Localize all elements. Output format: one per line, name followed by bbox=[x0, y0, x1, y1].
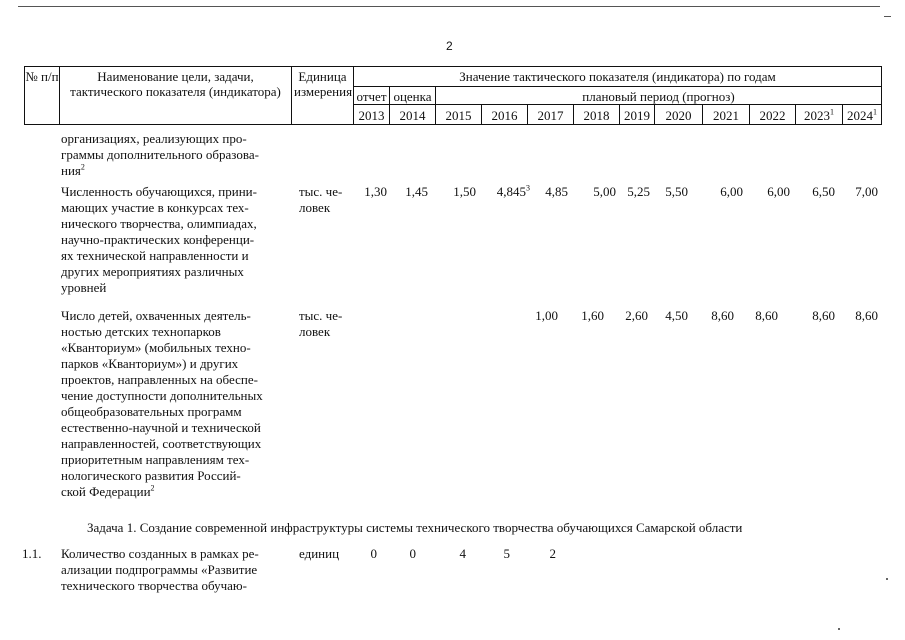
value-cell: 4,845$^3$ bbox=[496, 183, 530, 199]
value-cell: 4 bbox=[459, 546, 466, 561]
value-cell: 1,50 bbox=[453, 184, 476, 199]
margin-mark bbox=[884, 16, 891, 17]
header-year: 2018 bbox=[573, 104, 620, 125]
page-number: 2 bbox=[446, 39, 453, 53]
value-cell: 6,00 bbox=[767, 184, 790, 199]
row-kvantorium-name: Число детей, охваченных деятель- ностью детских технопарков «Кванториум» (мобильных техно- парков «Кванториум») и других проектов, направленных на обеспе- чение доступности дополнительных общеобразовательных программ естественно-научной и технической направленностей, соответствующих приоритетным направлениям тех- нологического развития Россий- ской Федерации$^2$ bbox=[61, 308, 263, 499]
value-cell: 8,60 bbox=[755, 308, 778, 323]
header-planned: плановый период (прогноз) bbox=[435, 86, 882, 105]
value-cell: 4,85 bbox=[545, 184, 568, 199]
header-year: 2023$^1$ bbox=[795, 104, 843, 125]
value-cell: 5,00 bbox=[593, 184, 616, 199]
row-participants-name: Численность обучающихся, прини- мающих участие в конкурсах тех- нического творчества, олимпиадах, научно-практических конференци- ях технической направленности и других мероприятиях различных уровней bbox=[61, 184, 257, 295]
value-cell: 2 bbox=[549, 546, 556, 561]
header-estimate: оценка bbox=[389, 86, 436, 105]
value-cell: 1,60 bbox=[581, 308, 604, 323]
header-year: 2019 bbox=[619, 104, 655, 125]
scan-speck bbox=[838, 628, 840, 630]
header-year: 2024$^1$ bbox=[842, 104, 882, 125]
header-name: Наименование цели, задачи, тактического показателя (индикатора) bbox=[59, 66, 292, 125]
value-cell: 8,60 bbox=[855, 308, 878, 323]
value-cell: 8,60 bbox=[812, 308, 835, 323]
value-cell: 5,50 bbox=[665, 184, 688, 199]
value-cell: 6,50 bbox=[812, 184, 835, 199]
row-kvantorium-unit: тыс. че- ловек bbox=[299, 308, 343, 339]
value-cell: 8,60 bbox=[711, 308, 734, 323]
value-cell: 4,50 bbox=[665, 308, 688, 323]
table-header bbox=[24, 66, 882, 125]
row-number: 1.1. bbox=[22, 546, 42, 561]
value-cell: 7,00 bbox=[855, 184, 878, 199]
scan-speck bbox=[886, 578, 888, 580]
header-year: 2013 bbox=[353, 104, 390, 125]
header-report: отчет bbox=[353, 86, 390, 105]
row-participants-unit: тыс. че- ловек bbox=[299, 184, 343, 215]
value-cell: 0 bbox=[409, 546, 416, 561]
header-year: 2014 bbox=[389, 104, 436, 125]
row-created-unit: единиц bbox=[299, 546, 340, 561]
value-cell: 5,25 bbox=[627, 184, 650, 199]
value-cell: 6,00 bbox=[720, 184, 743, 199]
value-cell: 1,30 bbox=[364, 184, 387, 199]
header-year: 2015 bbox=[435, 104, 482, 125]
header-year: 2022 bbox=[749, 104, 796, 125]
header-num: № п/п bbox=[24, 66, 60, 125]
header-value-group: Значение тактического показателя (индикатора) по годам bbox=[353, 66, 882, 87]
header-unit: Единица измерения bbox=[291, 66, 354, 125]
task-heading: Задача 1. Создание современной инфраструктуры системы технического творчества обучающихся Самарской области bbox=[87, 520, 743, 535]
value-cell: 5 bbox=[503, 546, 510, 561]
value-cell: 1,45 bbox=[405, 184, 428, 199]
header-year: 2020 bbox=[654, 104, 703, 125]
header-year: 2017 bbox=[527, 104, 574, 125]
header-year: 2021 bbox=[702, 104, 750, 125]
row-continued-name: организациях, реализующих про- граммы дополнительного образова- ния$^2$ bbox=[61, 131, 259, 178]
value-cell: 1,00 bbox=[535, 308, 558, 323]
value-cell: 0 bbox=[370, 546, 377, 561]
row-created-name: Количество созданных в рамках ре- ализации подпрограммы «Развитие технического творчества обучаю- bbox=[61, 546, 259, 593]
value-cell: 2,60 bbox=[625, 308, 648, 323]
top-rule bbox=[18, 6, 880, 7]
header-year: 2016 bbox=[481, 104, 528, 125]
